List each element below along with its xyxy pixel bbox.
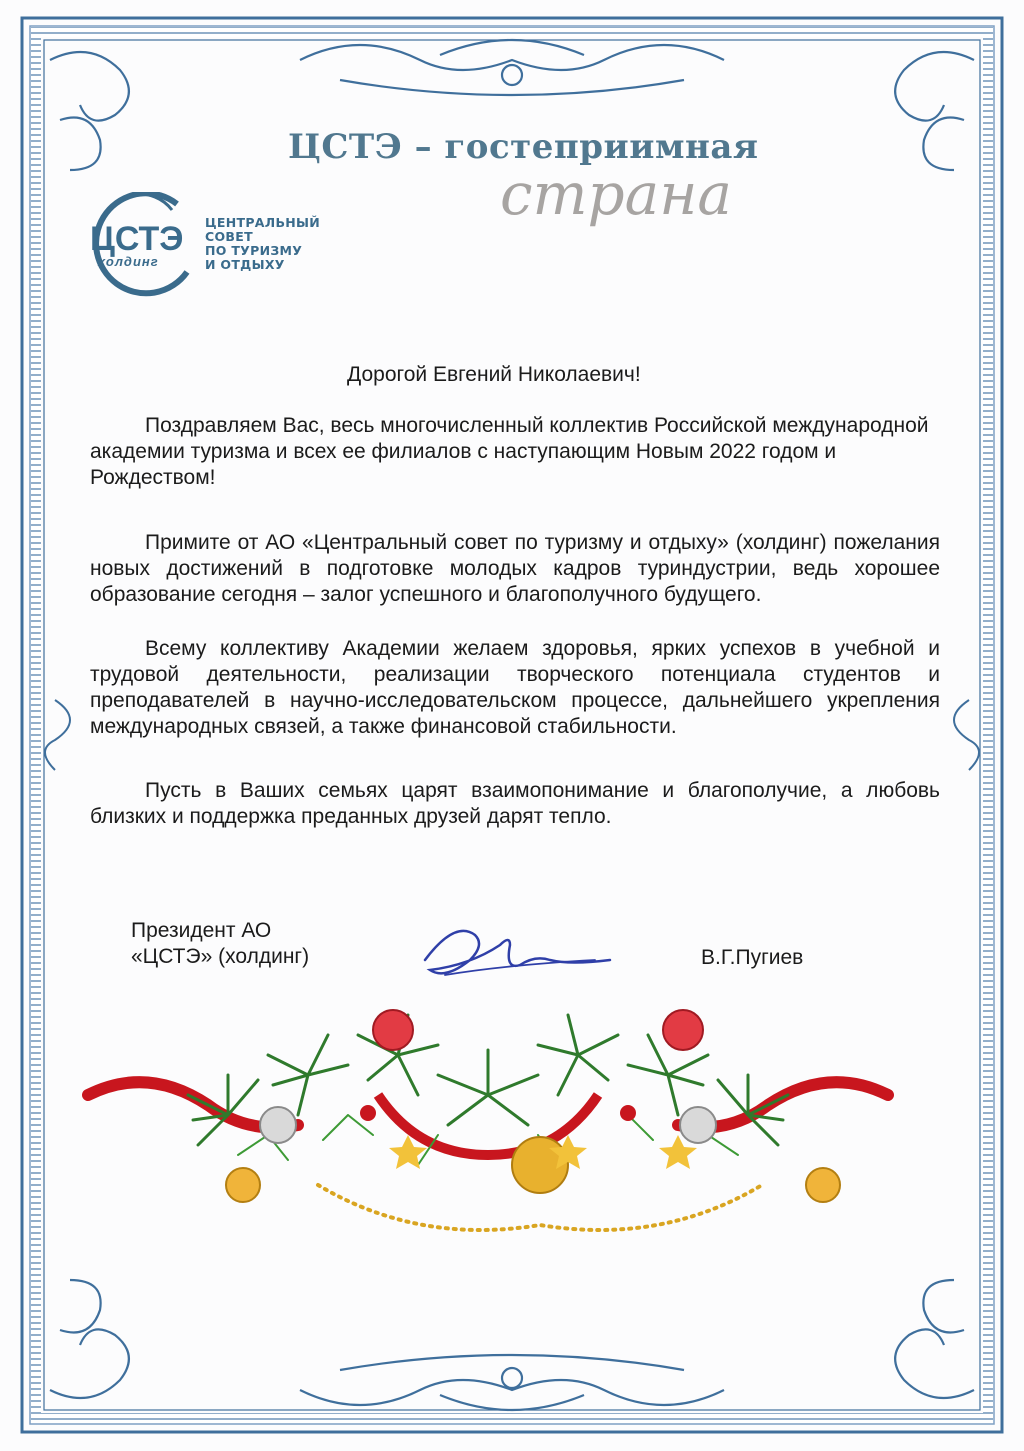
greeting: Дорогой Евгений Николаевич! xyxy=(347,363,641,386)
logo-org-name xyxy=(205,216,335,272)
letter-paragraph-3: Всему коллективу Академии желаем здоровья, ярких успехов в учебной и трудовой деятельности, реализации творческого потенциала студентов и преподавателей в научно-исследовательском процессе, дальнейшего укрепления международных связей, а также финансовой стабильности. xyxy=(90,637,940,738)
handwritten-signature xyxy=(405,905,625,995)
logo-mark-text: ЦСТЭ xyxy=(90,220,184,258)
signatory-title xyxy=(131,918,309,970)
signatory-name: В.Г.Пугиев xyxy=(701,946,804,969)
headline: ЦСТЭ – гостеприимная xyxy=(288,127,759,167)
letter-paragraph-2: Примите от АО «Центральный совет по туризму и отдыху» (холдинг) пожелания новых достижений в подготовке молодых кадров туриндустрии, ведь хорошее образование сегодня – залог успешного и благополучного будущего. xyxy=(90,531,940,606)
logo-org-name-line: СОВЕТ xyxy=(205,229,253,244)
headline-script: страна xyxy=(500,160,732,228)
christmas-garland xyxy=(78,985,898,1245)
signatory-title-line: «ЦСТЭ» (холдинг) xyxy=(131,945,310,968)
letter-paragraph-4: Пусть в Ваших семьях царят взаимопонимание и благополучие, а любовь близких и поддержка преданных друзей дарят тепло. xyxy=(90,779,940,828)
logo-org-name-line: ЦЕНТРАЛЬНЫЙ xyxy=(205,215,321,230)
letter-paragraph-1: Поздравляем Вас, весь многочисленный коллектив Российской международной академии туризма и всех ее филиалов с наступающим Новым 2022 годом и Рождеством! xyxy=(90,414,929,489)
logo-org-name-line: ПО ТУРИЗМУ xyxy=(205,243,303,258)
logo-org-name-line: И ОТДЫХУ xyxy=(205,257,285,272)
logo-mark-subtext: холдинг xyxy=(98,254,159,269)
signatory-title-line: Президент АО xyxy=(131,919,272,942)
